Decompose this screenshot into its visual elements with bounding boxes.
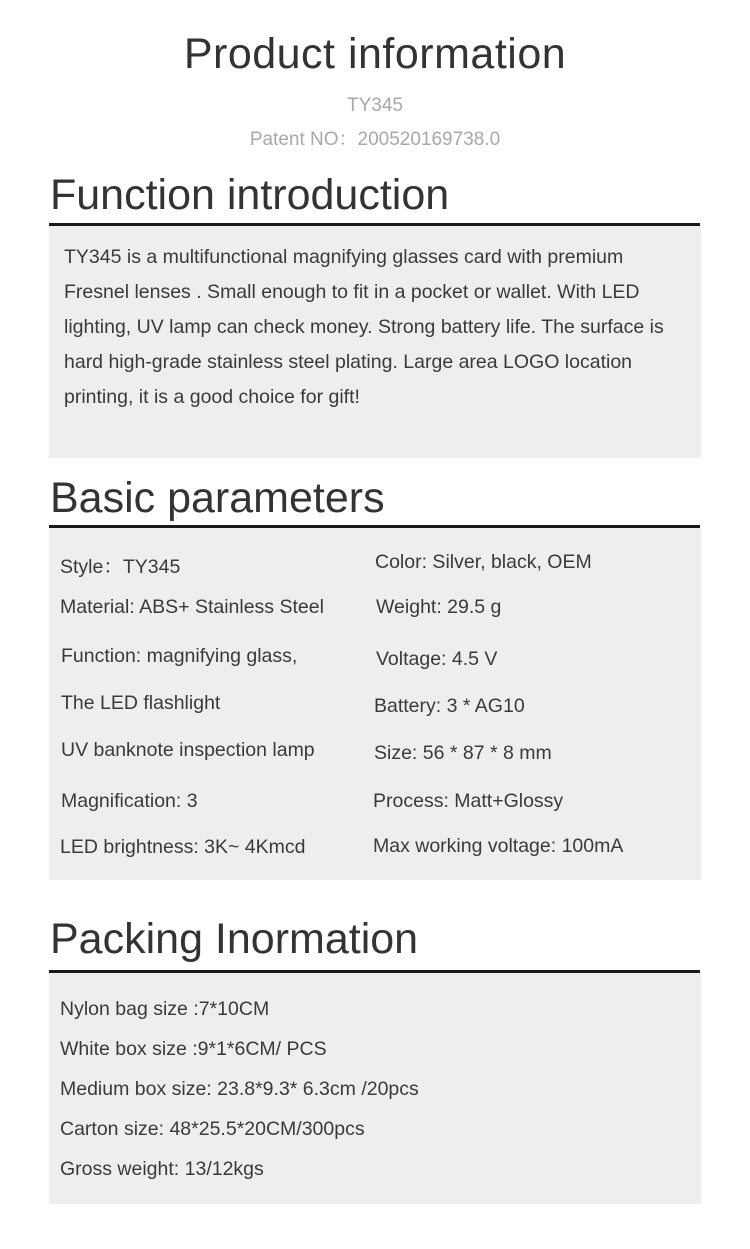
page-title: Product information [183, 30, 567, 78]
param-style: Style：TY345 [60, 556, 181, 578]
param-voltage: Voltage: 4.5 V [376, 648, 498, 670]
param-max-working-voltage: Max working voltage: 100mA [373, 835, 624, 857]
basic-parameters-panel [49, 528, 701, 880]
function-introduction-heading: Function introduction [50, 171, 450, 219]
function-introduction-panel [49, 226, 701, 458]
param-function: Function: magnifying glass, [61, 645, 298, 667]
param-color: Color: Silver, black, OEM [375, 551, 592, 573]
packing-information-heading: Packing Inormation [50, 915, 419, 963]
model-number: TY345 [347, 95, 403, 116]
param-size: Size: 56 * 87 * 8 mm [374, 742, 552, 764]
param-uv-lamp: UV banknote inspection lamp [61, 739, 315, 761]
basic-parameters-heading: Basic parameters [50, 474, 385, 522]
param-led-brightness: LED brightness: 3K~ 4Kmcd [60, 836, 306, 858]
param-process: Process: Matt+Glossy [373, 790, 564, 812]
param-magnification: Magnification: 3 [61, 790, 198, 812]
param-battery: Battery: 3 * AG10 [374, 695, 525, 717]
param-weight: Weight: 29.5 g [376, 596, 502, 618]
pack-carton-size: Carton size: 48*25.5*20CM/300pcs [60, 1118, 365, 1140]
pack-white-box-size: White box size :9*1*6CM/ PCS [60, 1038, 327, 1060]
packing-information-panel [49, 973, 701, 1204]
pack-nylon-bag-size: Nylon bag size :7*10CM [60, 998, 270, 1020]
pack-medium-box-size: Medium box size: 23.8*9.3* 6.3cm /20pcs [60, 1078, 419, 1100]
function-introduction-text: TY345 is a multifunctional magnifying glasses card with premium Fresnel lenses . Small enough to fit in a pocket or wallet. With LED lighting, UV lamp can check money. Strong battery life. The surface is hard high-grade stainless steel plating. Large area LOGO location printing, it is a good choice for gift! [64, 246, 664, 408]
param-material: Material: ABS+ Stainless Steel [60, 596, 324, 618]
patent-number: Patent NO：200520169738.0 [249, 129, 501, 150]
pack-gross-weight: Gross weight: 13/12kgs [60, 1158, 264, 1180]
param-led-flashlight: The LED flashlight [61, 692, 221, 714]
